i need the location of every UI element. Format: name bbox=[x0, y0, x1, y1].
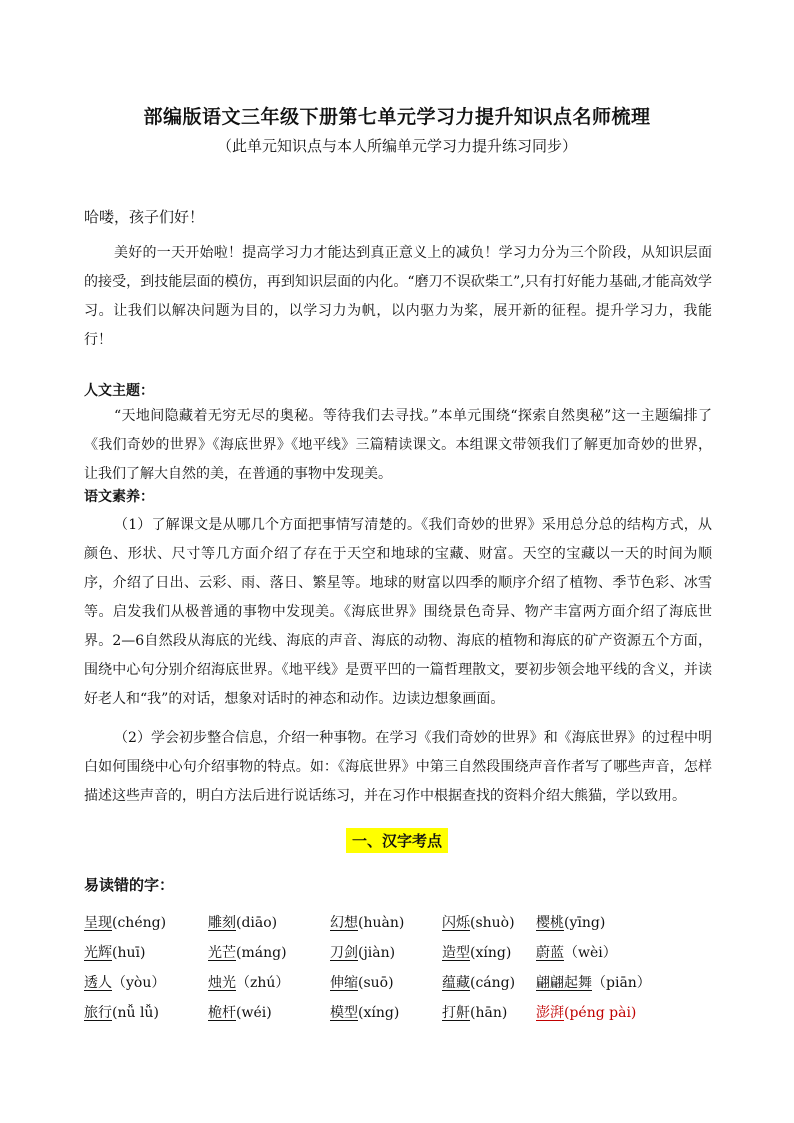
word-grid bbox=[84, 912, 724, 1032]
word-pinyin: (nǚ lǚ) bbox=[112, 1005, 159, 1021]
word-pinyin: (huī) bbox=[112, 945, 146, 961]
word-pinyin: (yīng) bbox=[564, 915, 606, 931]
word-text: 蔚蓝 bbox=[536, 945, 564, 961]
word-text: 造型 bbox=[442, 945, 470, 961]
document-subtitle: （此单元知识点与本人所编单元学习力提升练习同步） bbox=[216, 137, 577, 155]
section-banner: 一、汉字考点 bbox=[346, 828, 448, 853]
word-text: 翩翩起舞 bbox=[536, 975, 592, 991]
easy-words-heading: 易读错的字： bbox=[84, 876, 175, 894]
word-text: 打鼾 bbox=[442, 1005, 470, 1021]
word-entry bbox=[208, 1002, 272, 1022]
word-text: 呈现 bbox=[84, 915, 112, 931]
word-pinyin: （yòu） bbox=[112, 975, 166, 991]
word-pinyin: (hān) bbox=[470, 1005, 508, 1021]
word-pinyin: (shuò) bbox=[470, 915, 515, 931]
word-row bbox=[84, 972, 724, 1002]
word-text: 光芒 bbox=[208, 945, 236, 961]
word-row bbox=[84, 1002, 724, 1032]
word-text: 刀剑 bbox=[330, 945, 358, 961]
word-pinyin: (huàn) bbox=[358, 915, 405, 931]
word-pinyin: (cáng) bbox=[470, 975, 516, 991]
word-entry bbox=[208, 942, 287, 962]
word-entry bbox=[536, 912, 605, 932]
word-entry bbox=[330, 912, 404, 932]
word-entry bbox=[84, 1002, 159, 1022]
word-pinyin: (jiàn) bbox=[358, 945, 396, 961]
word-entry bbox=[208, 972, 289, 992]
word-text: 幻想 bbox=[330, 915, 358, 931]
word-entry-highlighted bbox=[536, 1002, 636, 1022]
word-entry bbox=[208, 912, 277, 932]
greeting: 哈喽，孩子们好！ bbox=[84, 208, 205, 226]
word-pinyin: (diāo) bbox=[236, 915, 278, 931]
word-row bbox=[84, 942, 724, 972]
word-text: 模型 bbox=[330, 1005, 358, 1021]
renwen-paragraph: “天地间隐藏着无穷无尽的奥秘。等待我们去寻找。”本单元围绕“探索自然奥秘”这一主题编排了《我们奇妙的世界》《海底世界》《地平线》三篇精读课文。本组课文带领我们了解更加奇妙的世界，让我们了解大自然的美，在普通的事物中发现美。 bbox=[84, 408, 712, 482]
yuwen-heading: 语文素养： bbox=[84, 489, 154, 505]
word-text: 蕴藏 bbox=[442, 975, 470, 991]
word-entry bbox=[84, 912, 166, 932]
word-entry bbox=[442, 972, 515, 992]
word-pinyin: （wèi） bbox=[564, 945, 617, 961]
word-entry bbox=[442, 942, 511, 962]
word-entry bbox=[442, 1002, 507, 1022]
word-text: 桅杆 bbox=[208, 1005, 236, 1021]
word-entry bbox=[330, 972, 394, 992]
word-entry bbox=[442, 912, 515, 932]
word-text: 光辉 bbox=[84, 945, 112, 961]
renwen-heading: 人文主题： bbox=[84, 383, 154, 399]
word-row bbox=[84, 912, 724, 942]
word-pinyin: (xíng) bbox=[358, 1005, 400, 1021]
word-pinyin: (suō) bbox=[358, 975, 394, 991]
yuwen-paragraph-2: （2）学会初步整合信息，介绍一种事物。在学习《我们奇妙的世界》和《海底世界》的过程中明白如何围绕中心句介绍事物的特点。如：《海底世界》中第三自然段围绕声音作者写了哪些声音，怎样描述这些声音的，明白方法后进行说话练习，并在习作中根据查找的资料介绍大熊猫，学以致用。 bbox=[84, 730, 712, 804]
word-entry bbox=[536, 942, 617, 962]
word-text: 樱桃 bbox=[536, 915, 564, 931]
intro-paragraph: 美好的一天开始啦！提高学习力才能达到真正意义上的减负！学习力分为三个阶段，从知识层面的接受，到技能层面的模仿，再到知识层面的内化。“磨刀不误砍柴工”,只有打好能力基础,才能高效学习。让我们以解决问题为目的，以学习力为帆，以内驱力为桨，展开新的征程。提升学习力，我能行！ bbox=[84, 245, 712, 348]
word-text: 烛光 bbox=[208, 975, 236, 991]
word-text: 透人 bbox=[84, 975, 112, 991]
word-pinyin: (wéi) bbox=[236, 1005, 272, 1021]
word-pinyin: (péng pài) bbox=[564, 1005, 637, 1021]
word-text: 澎湃 bbox=[536, 1005, 564, 1021]
word-pinyin: (chéng) bbox=[112, 915, 167, 931]
word-pinyin: （piān） bbox=[592, 975, 651, 991]
word-text: 雕刻 bbox=[208, 915, 236, 931]
word-entry bbox=[330, 1002, 399, 1022]
word-text: 闪烁 bbox=[442, 915, 470, 931]
word-pinyin: （zhú） bbox=[236, 975, 290, 991]
word-entry bbox=[84, 942, 145, 962]
word-pinyin: (xíng) bbox=[470, 945, 512, 961]
word-text: 旅行 bbox=[84, 1005, 112, 1021]
word-pinyin: (máng) bbox=[236, 945, 287, 961]
word-text: 伸缩 bbox=[330, 975, 358, 991]
word-entry bbox=[330, 942, 395, 962]
word-entry bbox=[84, 972, 165, 992]
document-title: 部编版语文三年级下册第七单元学习力提升知识点名师梳理 bbox=[143, 106, 651, 128]
yuwen-paragraph-1: （1）了解课文是从哪几个方面把事情写清楚的。《我们奇妙的世界》采用总分总的结构方式，从颜色、形状、尺寸等几方面介绍了存在于天空和地球的宝藏、财富。天空的宝藏以一天的时间为顺序，介绍了日出、云彩、雨、落日、繁星等。地球的财富以四季的顺序介绍了植物、季节色彩、冰雪等。启发我们从极普通的事物中发现美。《海底世界》围绕景色奇异、物产丰富两方面介绍了海底世界。2—6自然段从海底的光线、海底的声音、海底的动物、海底的植物和海底的矿产资源五个方面，围绕中心句分别介绍海底世界。《地平线》是贾平凹的一篇哲理散文，要初步领会地平线的含义，并读好老人和“我”的对话，想象对话时的神态和动作。边读边想象画面。 bbox=[84, 517, 712, 707]
section-banner-wrap bbox=[0, 828, 794, 853]
word-entry bbox=[536, 972, 651, 992]
